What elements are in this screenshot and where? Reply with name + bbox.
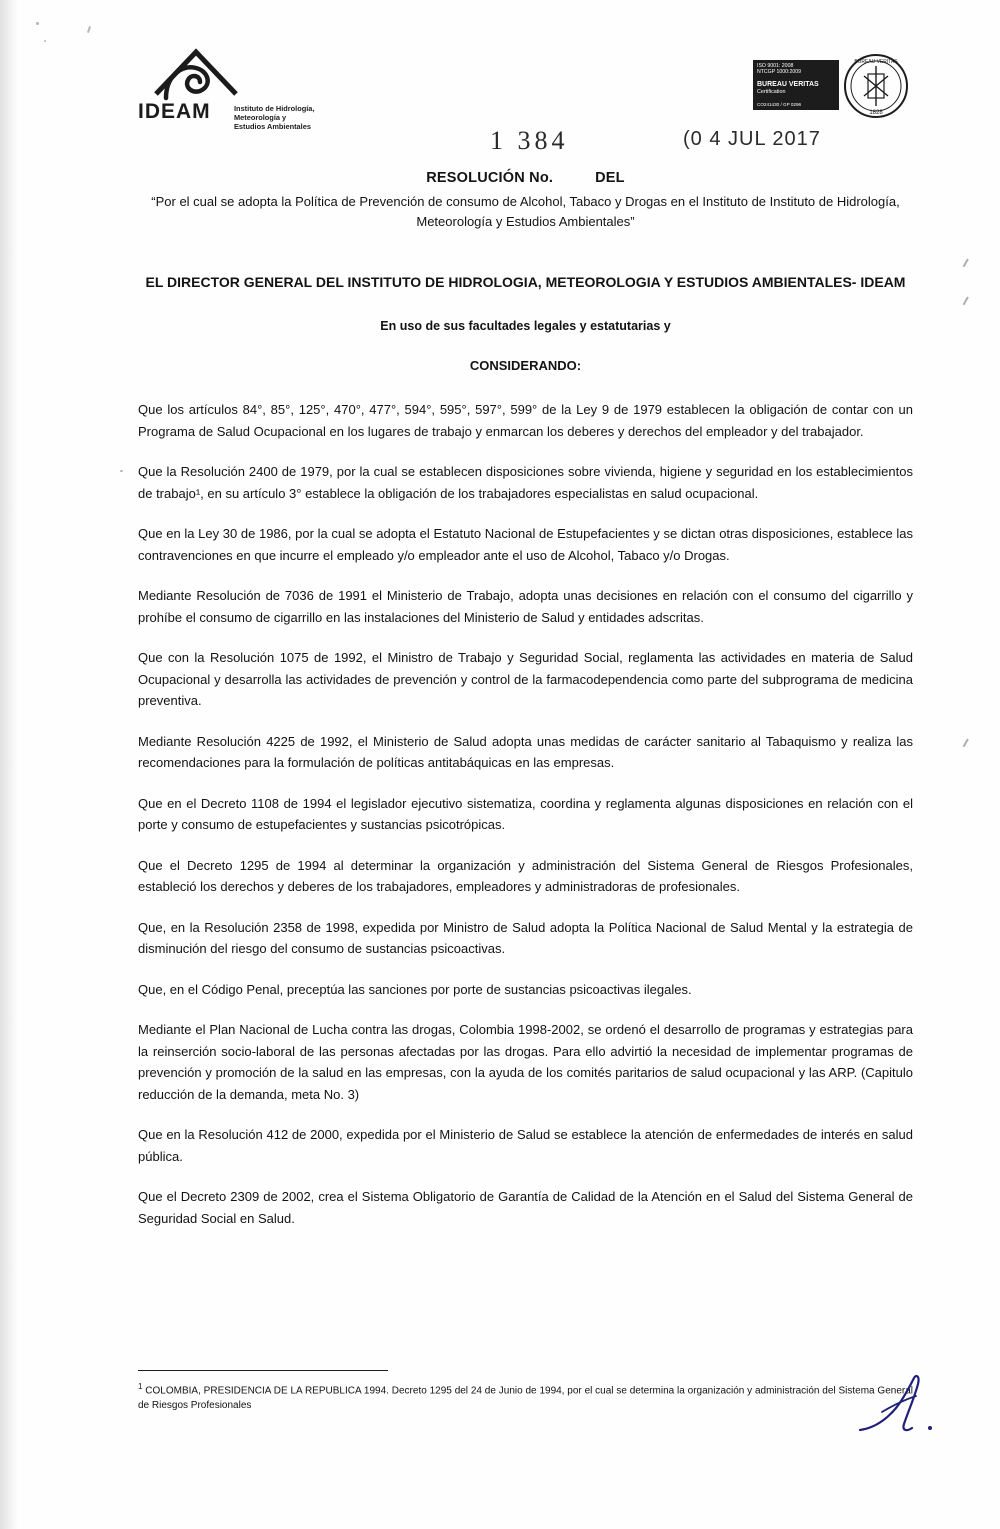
scan-edge — [0, 0, 18, 1529]
resolution-line — [138, 170, 913, 186]
iso-line-1: ISO 9001: 2008 — [757, 63, 794, 69]
paragraph: Que los artículos 84°, 85°, 125°, 470°, 477°, 594°, 595°, 597°, 599° de la Ley 9 de 1979 establecen la obligación de contar con un Programa de Salud Ocupacional en los lugares de trabajo y enmarcan los deberes y derechos del empleador y del trabajador. — [138, 402, 913, 439]
paragraph: Que en la Resolución 412 de 2000, expedida por el Ministerio de Salud se establece la atención de enfermedades de interés en salud pública. — [138, 1127, 913, 1164]
scan-mark — [963, 738, 969, 747]
svg-text:1828: 1828 — [869, 110, 883, 116]
handwritten-signature — [852, 1372, 942, 1442]
ideam-logo — [138, 46, 348, 131]
paragraph: Mediante Resolución de 7036 de 1991 el Ministerio de Trabajo, adopta unas decisiones en relación con el consumo del cigarrillo y prohíbe el consumo de cigarrillo en las instalaciones del Ministerio de Salud y entidades adscritas. — [138, 588, 913, 625]
body-paragraphs — [138, 399, 913, 1229]
paragraph: Que, en el Código Penal, preceptúa las sanciones por porte de sustancias psicoactivas ilegales. — [138, 981, 692, 997]
spiral-roof-icon — [152, 46, 244, 102]
paragraph: Que el Decreto 2309 de 2002, crea el Sistema Obligatorio de Garantía de Calidad de la Atención en el Salud del Sistema General de Seguridad Social en Salud. — [138, 1189, 913, 1226]
paragraph: Que el Decreto 1295 de 1994 al determinar la organización y administración del Sistema General de Riesgos Profesionales, estableció los derechos y deberes de los trabajadores, empleadores y administradoras de profesionales. — [138, 857, 913, 894]
scan-mark — [963, 296, 969, 305]
paragraph: Que en el Decreto 1108 de 1994 el legislador ejecutivo sistematiza, coordina y reglamenta algunas disposiciones en relación con el porte y consumo de estupefacientes y sustancias psicotrópicas. — [138, 795, 913, 832]
bureau-veritas-box — [753, 60, 839, 110]
resolution-label: RESOLUCIÓN No. — [426, 170, 554, 186]
paragraph: Que en la Ley 30 de 1986, por la cual se adopta el Estatuto Nacional de Estupefacientes y se dictan otras disposiciones, establece las contravenciones en que incurre el empleado y/o empleador ante el uso de Alcohol, Tabaco y/o Drogas. — [138, 526, 913, 563]
footnote-marker: 1 — [138, 1382, 143, 1391]
stamp-date: (0 4 JUL 2017 — [683, 128, 821, 150]
heading-considering: CONSIDERANDO: — [469, 358, 582, 373]
ideam-subtitle: Instituto de Hidrología, Meteorología y Estudios Ambientales — [234, 104, 315, 131]
footnote-text — [138, 1379, 913, 1413]
paragraph: Que, en la Resolución 2358 de 1998, expedida por Ministro de Salud adopta la Política Nacional de Salud Mental y la estrategia de disminución del riesgo del consumo de sustancias psicoactivas. — [138, 919, 913, 956]
stamp-number: 1 384 — [490, 126, 569, 155]
scan-speck — [87, 26, 91, 33]
paragraph: Mediante el Plan Nacional de Lucha contra las drogas, Colombia 1998-2002, se ordenó el desarrollo de programas y estrategias para la reinserción socio-laboral de las personas afectadas por las drogas. Para ello advirtió la necesidad de implementar programas de prevención y promoción de la salud en las empresas, con la ayuda de los comités paritarios de salud ocupacional y las ARP. (Capitulo reducción de la demanda, meta No. 3) — [138, 1022, 913, 1102]
scan-mark — [963, 258, 969, 267]
heading-director: EL DIRECTOR GENERAL DEL INSTITUTO DE HIDROLOGIA, METEOROLOGIA Y ESTUDIOS AMBIENTALES- IDEAM — [145, 274, 906, 290]
ideam-logo-icon — [152, 46, 240, 98]
scan-speck — [120, 470, 123, 472]
iso-line-2: NTCGP 1000:2009 — [757, 69, 802, 75]
svg-text:BUREAU VERITAS: BUREAU VERITAS — [854, 59, 898, 65]
bureau-veritas-seal-icon — [839, 52, 913, 120]
resolution-del: DEL — [595, 170, 625, 186]
scan-speck — [44, 40, 46, 42]
paragraph: Que la Resolución 2400 de 1979, por la cual se establecen disposiciones sobre vivienda, higiene y seguridad en los establecimientos de trabajo¹, en su artículo 3° establece la obligación de los trabajadores especialistas en salud ocupacional. — [138, 464, 913, 501]
ideam-acronym: IDEAM — [138, 100, 211, 123]
paragraph: Mediante Resolución 4225 de 1992, el Ministerio de Salud adopta unas medidas de carácter sanitario al Tabaquismo y realiza las recomendaciones para la formulación de políticas antitabáquicas en las empresas. — [138, 733, 913, 770]
paragraph: Que con la Resolución 1075 de 1992, el Ministro de Trabajo y Seguridad Social, reglamenta las actividades en materia de Salud Ocupacional y desarrolla las actividades de prevención y control de la farmacodependencia como parte del subprograma de medicina preventiva. — [138, 650, 913, 708]
footnote-area — [138, 1370, 913, 1413]
document-header — [138, 40, 913, 155]
document-subtitle: “Por el cual se adopta la Política de Prevención de consumo de Alcohol, Tabaco y Drogas en el Instituto de Instituto de Hidrología, Meteorología y Estudios Ambientales” — [151, 194, 900, 229]
certification-code: CO241430 / GP 0296 — [757, 102, 802, 107]
bureau-veritas-brand: BUREAU VERITAS — [757, 81, 819, 88]
heading-faculties: En uso de sus facultades legales y estatutarias y — [380, 319, 671, 333]
bureau-veritas-sub: Certification — [757, 89, 786, 95]
scan-speck — [36, 22, 39, 25]
footnote-body: COLOMBIA, PRESIDENCIA DE LA REPUBLICA 1994. Decreto 1295 del 24 de Junio de 1994, por el cual se determina la organización y administración del Sistema General de Riesgos Profesionales — [138, 1385, 913, 1412]
certification-badge — [753, 50, 913, 120]
footnote-divider — [138, 1370, 388, 1371]
document-content — [138, 40, 913, 1248]
